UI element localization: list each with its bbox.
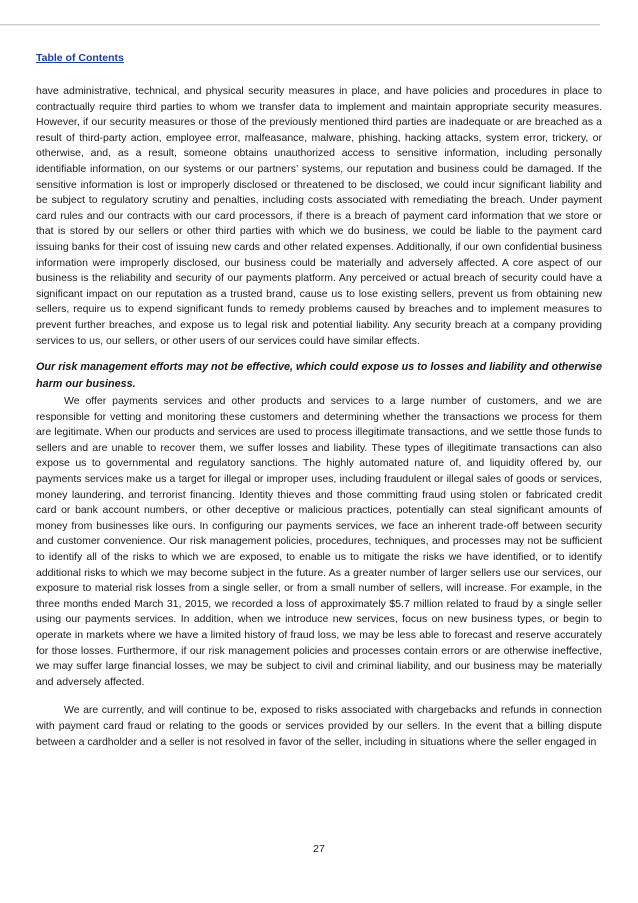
- paragraph-chargebacks: We are currently, and will continue to be, exposed to risks associated with chargebacks and refunds in connection with payment card fraud or relating to the goods or services provided by our sellers. In the event that a billing dispute between a cardholder and a seller is not resolved in favor of the seller, including in situations where the seller engaged in: [36, 704, 602, 748]
- paragraph-security-measures: have administrative, technical, and physical security measures in place, and have policies and procedures in place to contractually require third parties to whom we transfer data to implement and maintain appropriate security measures. However, if our security measures or those of the previously mentioned third parties are inadequate or are breached as a result of third-party action, employee error, malfeasance, malware, phishing, hacking attacks, system error, trickery, or otherwise, and, as a result, someone obtains unauthorized access to sensitive information, including personally identifiable information, on our systems or our partners’ systems, our reputation and business could be damaged. If the sensitive information is lost or improperly disclosed or threatened to be disclosed, we could incur significant liability and be subject to regulatory scrutiny and penalties, including costs associated with remediating the breach. Under payment card rules and our contracts with our card processors, if there is a breach of payment card information that we store or that is stored by our sellers or other third parties with which we do business, we could be liable to the payment card issuing banks for their cost of issuing new cards and other related expenses. Additionally, if our own confidential business information were improperly disclosed, our business could be materially and adversely affected. A core aspect of our business is the reliability and security of our payments platform. Any perceived or actual breach of security could have a significant impact on our reputation as a trusted brand, cause us to lose existing sellers, prevent us from obtaining new sellers, require us to expend significant funds to remedy problems caused by breaches and to implement measures to prevent further breaches, and expose us to legal risk and potential liability. Any security breach at a company providing services to us, our sellers, or other users of our services could have similar effects.: [36, 85, 602, 347]
- paragraph-spacer: [36, 690, 602, 703]
- page-body: [36, 84, 602, 750]
- page-number: 27: [313, 843, 325, 855]
- table-of-contents-link[interactable]: Table of Contents: [36, 52, 124, 64]
- section-heading-risk-management: Our risk management efforts may not be effective, which could expose us to losses and liability and otherwise harm our business.: [36, 361, 602, 391]
- header-rule: [0, 24, 600, 26]
- paragraph-risk-management: We offer payments services and other products and services to a large number of customers, and we are responsible for vetting and monitoring these customers and determining whether the transactions we process for them are legitimate. When our products and services are used to process illegitimate transactions, and we settle those funds to sellers and are unable to recover them, we suffer losses and liability. These types of illegitimate transactions can also expose us to governmental and regulatory sanctions. The highly automated nature of, and liquidity offered by, our payments services make us a target for illegal or improper uses, including fraudulent or illegal sales of goods or services, money laundering, and terrorist financing. Identity thieves and those committing fraud using stolen or fabricated credit card or bank account numbers, or other deceptive or malicious practices, potentially can steal significant amounts of money from businesses like ours. In configuring our payments services, we face an inherent trade-off between security and customer convenience. Our risk management policies, procedures, techniques, and processes may not be sufficient to identify all of the risks to which we are exposed, to enable us to mitigate the risks we have identified, or to identify additional risks to which we may become subject in the future. As a greater number of larger sellers use our services, our exposure to material risk losses from a single seller, or from a small number of sellers, will increase. For example, in the three months ended March 31, 2015, we recorded a loss of approximately $5.7 million related to fraud by a single seller using our payments services. In addition, when we introduce new services, focus on new business types, or begin to operate in markets where we have a limited history of fraud loss, we may be less able to forecast and reserve accurately for those losses. Furthermore, if our risk management policies and processes contain errors or are otherwise ineffective, we may suffer large financial losses, we may be subject to civil and criminal liability, and our business may be materially and adversely affected.: [36, 395, 602, 688]
